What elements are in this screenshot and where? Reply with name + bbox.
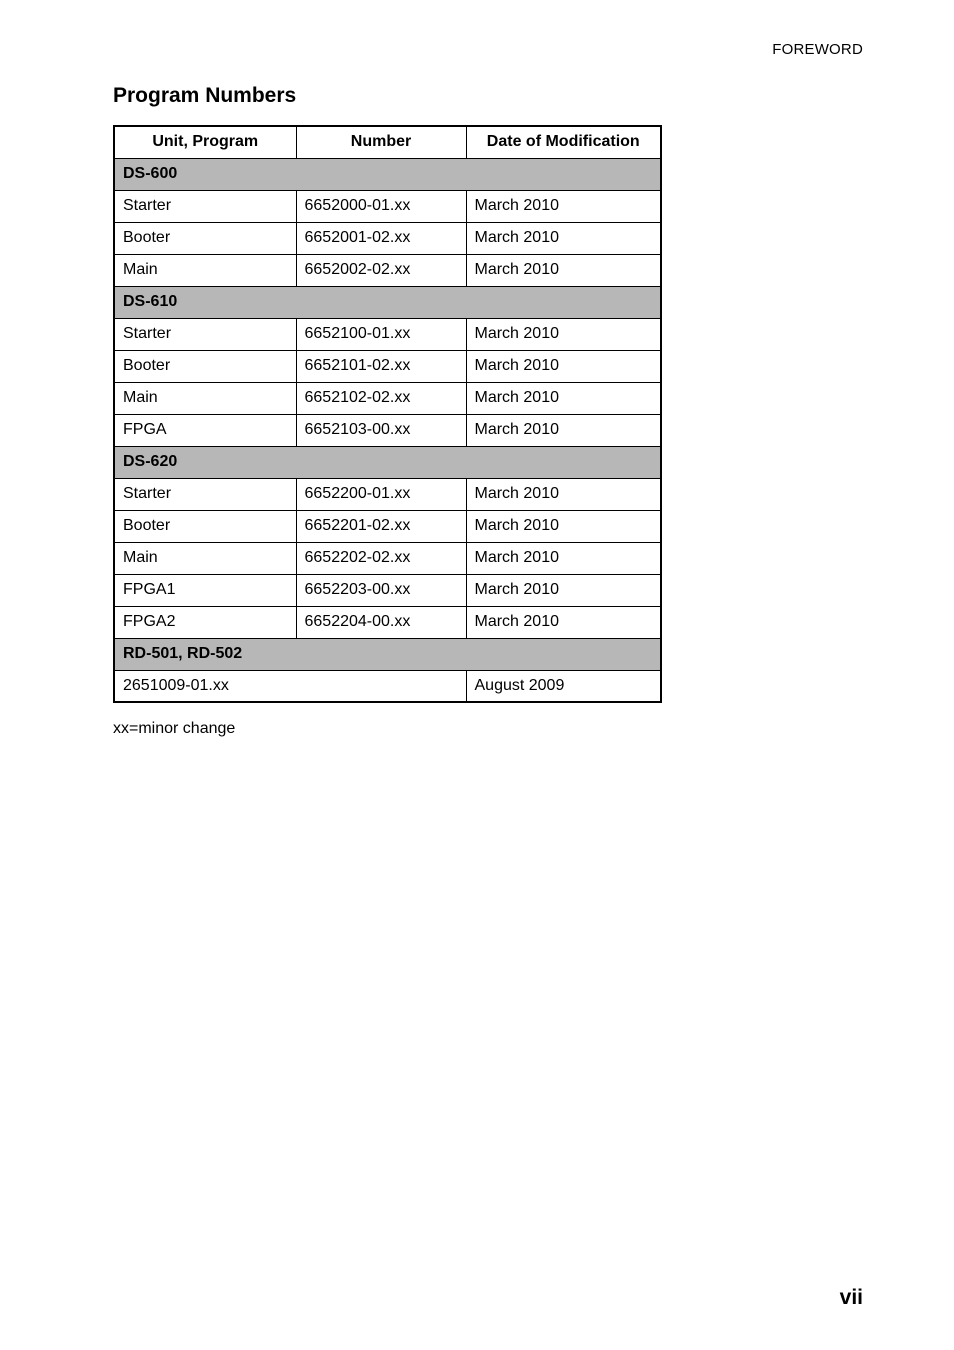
table-cell: 6652203-00.xx: [296, 574, 466, 606]
column-header: Unit, Program: [114, 126, 296, 158]
table-cell: Main: [114, 382, 296, 414]
table-cell: 6652000-01.xx: [296, 190, 466, 222]
table-cell: 2651009-01.xx: [114, 670, 466, 702]
group-label: RD-501, RD-502: [114, 638, 661, 670]
table-cell: Booter: [114, 222, 296, 254]
group-row: [114, 286, 661, 318]
table-cell: March 2010: [466, 222, 661, 254]
table-row: [114, 670, 661, 702]
table-row: [114, 254, 661, 286]
table-body: [114, 158, 661, 702]
table-cell: 6652202-02.xx: [296, 542, 466, 574]
program-numbers-table: [113, 125, 662, 703]
group-label: DS-600: [114, 158, 661, 190]
table-row: [114, 190, 661, 222]
table-cell: March 2010: [466, 382, 661, 414]
table-cell: 6652101-02.xx: [296, 350, 466, 382]
table-row: [114, 606, 661, 638]
table-row: [114, 382, 661, 414]
column-header: Number: [296, 126, 466, 158]
table-cell: Starter: [114, 190, 296, 222]
table-cell: 6652102-02.xx: [296, 382, 466, 414]
table-cell: Main: [114, 254, 296, 286]
table-cell: March 2010: [466, 606, 661, 638]
table-cell: FPGA: [114, 414, 296, 446]
table-row: [114, 574, 661, 606]
table-header-row: [114, 126, 661, 158]
table-cell: March 2010: [466, 574, 661, 606]
table-cell: 6652100-01.xx: [296, 318, 466, 350]
table-row: [114, 350, 661, 382]
table-row: [114, 318, 661, 350]
table-cell: Main: [114, 542, 296, 574]
table-cell: 6652200-01.xx: [296, 478, 466, 510]
table-row: [114, 510, 661, 542]
page-number: vii: [839, 1286, 863, 1309]
table-cell: March 2010: [466, 414, 661, 446]
table-cell: March 2010: [466, 318, 661, 350]
table-cell: FPGA2: [114, 606, 296, 638]
table-cell: March 2010: [466, 350, 661, 382]
table-cell: March 2010: [466, 542, 661, 574]
table-row: [114, 542, 661, 574]
table-cell: 6652201-02.xx: [296, 510, 466, 542]
table-cell: March 2010: [466, 254, 661, 286]
table-cell: FPGA1: [114, 574, 296, 606]
table-cell: 6652001-02.xx: [296, 222, 466, 254]
table-cell: 6652103-00.xx: [296, 414, 466, 446]
column-header: Date of Modification: [466, 126, 661, 158]
table-cell: 6652204-00.xx: [296, 606, 466, 638]
page-title: Program Numbers: [113, 84, 297, 107]
running-header: FOREWORD: [772, 41, 863, 58]
group-row: [114, 158, 661, 190]
group-label: DS-610: [114, 286, 661, 318]
table-row: [114, 414, 661, 446]
table-cell: Starter: [114, 478, 296, 510]
table-cell: Booter: [114, 510, 296, 542]
table-cell: 6652002-02.xx: [296, 254, 466, 286]
group-label: DS-620: [114, 446, 661, 478]
group-row: [114, 638, 661, 670]
table-cell: March 2010: [466, 190, 661, 222]
table-row: [114, 222, 661, 254]
group-row: [114, 446, 661, 478]
table-cell: March 2010: [466, 510, 661, 542]
table-cell: August 2009: [466, 670, 661, 702]
footnote: xx=minor change: [113, 720, 236, 737]
table-cell: Starter: [114, 318, 296, 350]
table-row: [114, 478, 661, 510]
table-cell: March 2010: [466, 478, 661, 510]
table-cell: Booter: [114, 350, 296, 382]
